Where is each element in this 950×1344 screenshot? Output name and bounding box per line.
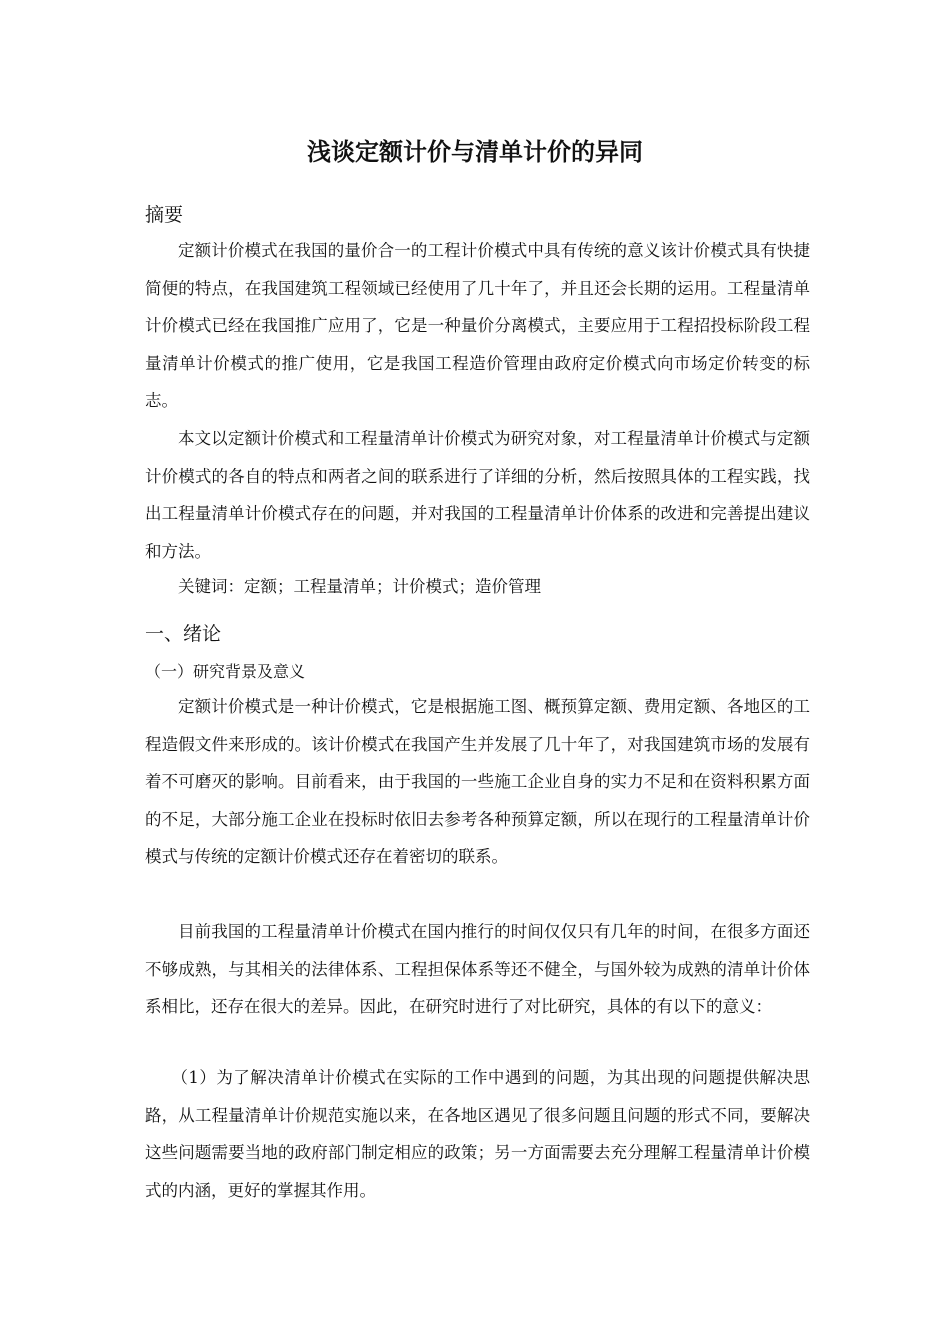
abstract-heading: 摘要 xyxy=(145,204,184,226)
abstract-paragraph-2: 本文以定额计价模式和工程量清单计价模式为研究对象，对工程量清单计价模式与定额计价模式的各自的特点和两者之间的联系进行了详细的分析，然后按照具体的工程实践，找出工程量清单计价模式存在的问题，并对我国的工程量清单计价体系的改进和完善提出建议和方法。 xyxy=(145,429,810,561)
body-paragraph-3: （1）为了解决清单计价模式在实际的工作中遇到的问题，为其出现的问题提供解决思路，从工程量清单计价规范实施以来，在各地区遇见了很多问题且问题的形式不同，要解决这些问题需要当地的政府部门制定相应的政策；另一方面需要去充分理解工程量清单计价模式的内涵，更好的掌握其作用。 xyxy=(145,1068,810,1200)
abstract-paragraph-1: 定额计价模式在我国的量价合一的工程计价模式中具有传统的意义该计价模式具有快捷简便的特点，在我国建筑工程领域已经使用了几十年了，并且还会长期的运用。工程量清单计价模式已经在我国推广应用了，它是一种量价分离模式，主要应用于工程招投标阶段工程量清单计价模式的推广使用，它是我国工程造价管理由政府定价模式向市场定价转变的标志。 xyxy=(145,241,810,410)
document-title: 浅谈定额计价与清单计价的异同 xyxy=(307,138,643,166)
keywords-line: 关键词：定额；工程量清单；计价模式；造价管理 xyxy=(178,577,541,596)
section-1-heading: 一、绪论 xyxy=(145,623,222,645)
section-1-1-heading: （一）研究背景及意义 xyxy=(145,662,306,681)
body-paragraph-2: 目前我国的工程量清单计价模式在国内推行的时间仅仅只有几年的时间，在很多方面还不够成熟，与其相关的法律体系、工程担保体系等还不健全，与国外较为成熟的清单计价体系相比，还存在很大的差异。因此，在研究时进行了对比研究，具体的有以下的意义： xyxy=(145,922,810,1016)
body-paragraph-1: 定额计价模式是一种计价模式，它是根据施工图、概预算定额、费用定额、各地区的工程造假文件来形成的。该计价模式在我国产生并发展了几十年了，对我国建筑市场的发展有着不可磨灭的影响。目前看来，由于我国的一些施工企业自身的实力不足和在资料积累方面的不足，大部分施工企业在投标时依旧去参考各种预算定额，所以在现行的工程量清单计价模式与传统的定额计价模式还存在着密切的联系。 xyxy=(145,697,810,866)
